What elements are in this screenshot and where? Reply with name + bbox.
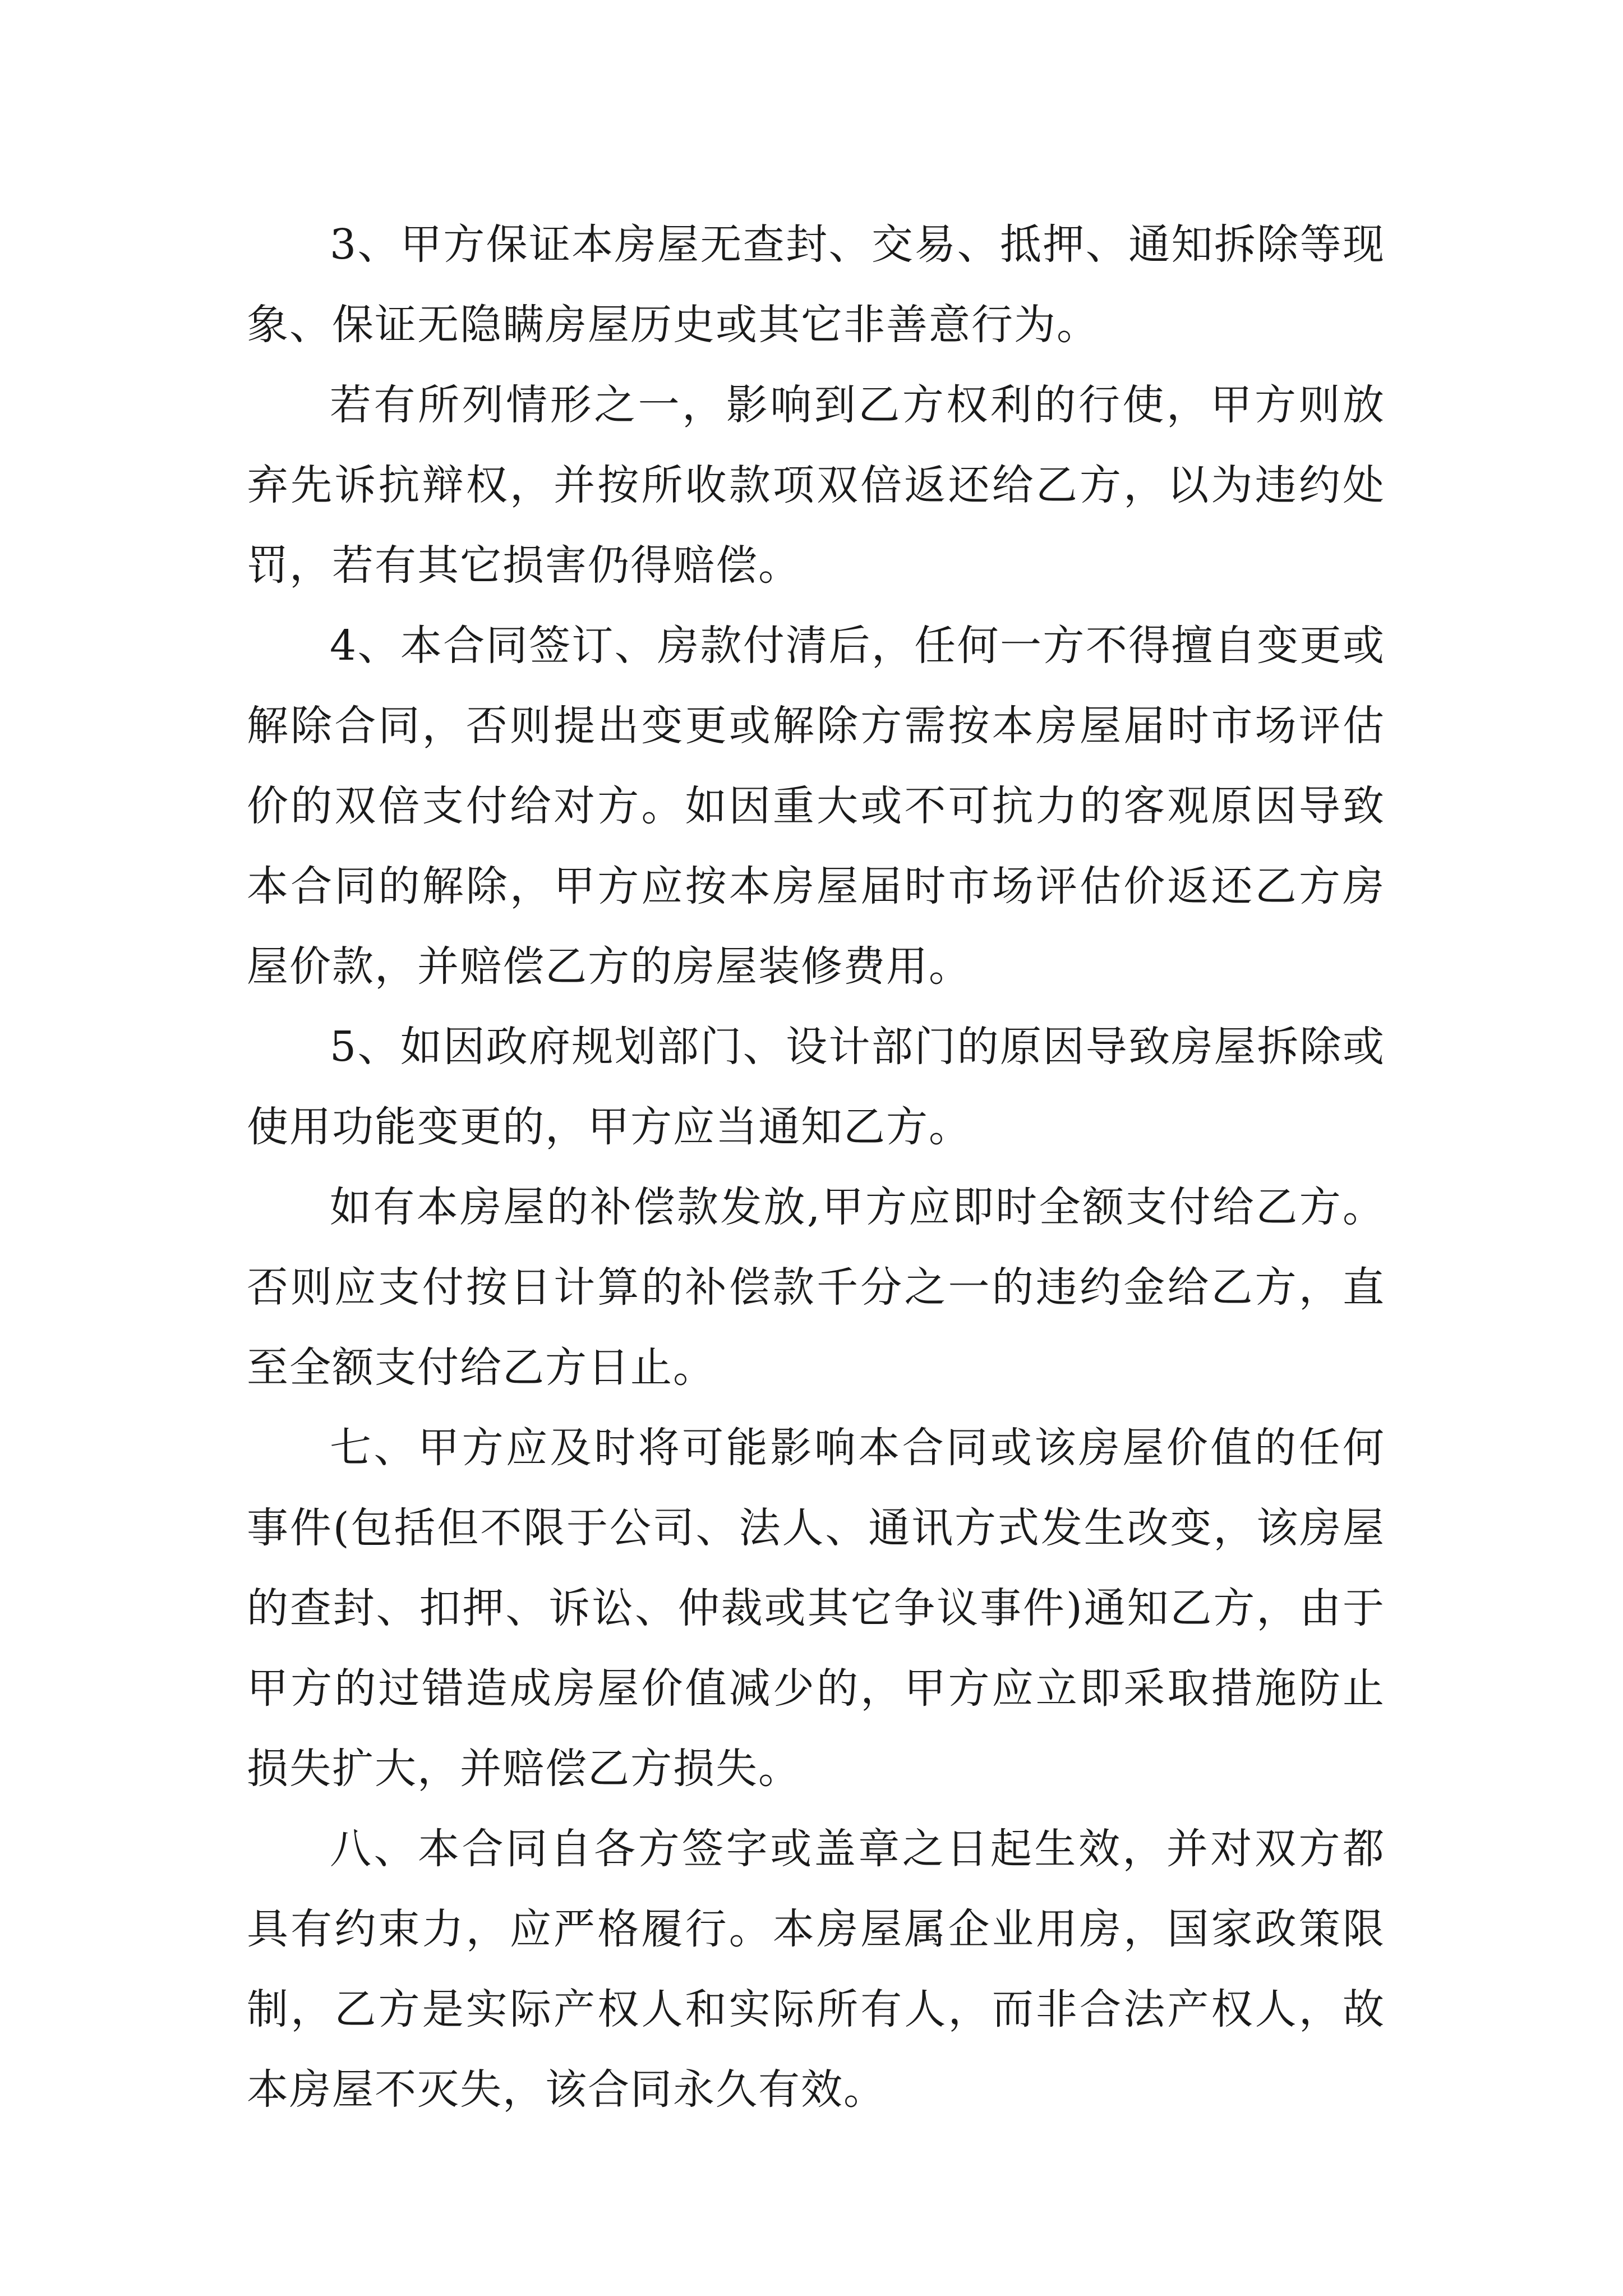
paragraph-breach-penalty: 若有所列情形之一，影响到乙方权利的行使，甲方则放弃先诉抗辩权，并按所收款项双倍返还给乙方，以为违约处罚，若有其它损害仍得赔偿。: [247, 381, 1385, 590]
paragraph-clause-seven: 七、甲方应及时将可能影响本合同或该房屋价值的任何事件(包括但不限于公司、法人、通讯方式发生改变，该房屋的查封、扣押、诉讼、仲裁或其它争议事件)通知乙方，由于甲方的过错造成房屋价值减少的，甲方应立即采取措施防止损失扩大，并赔偿乙方损失。: [247, 1424, 1385, 1793]
paragraph-clause-5: 5、如因政府规划部门、设计部门的原因导致房屋拆除或使用功能变更的，甲方应当通知乙方。: [247, 1023, 1385, 1151]
paragraph-clause-3: 3、甲方保证本房屋无查封、交易、抵押、通知拆除等现象、保证无隐瞒房屋历史或其它非善意行为。: [247, 220, 1385, 349]
paragraph-clause-eight: 八、本合同自各方签字或盖章之日起生效，并对双方都具有约束力，应严格履行。本房屋属企业用房，国家政策限制，乙方是实际产权人和实际所有人，而非合法产权人，故本房屋不灭失，该合同永久有效。: [247, 1825, 1385, 2114]
paragraph-clause-4: 4、本合同签订、房款付清后，任何一方不得擅自变更或解除合同，否则提出变更或解除方需按本房屋届时市场评估价的双倍支付给对方。如因重大或不可抗力的客观原因导致本合同的解除，甲方应按本房屋届时市场评估价返还乙方房屋价款，并赔偿乙方的房屋装修费用。: [247, 622, 1385, 991]
paragraph-compensation: 如有本房屋的补偿款发放,甲方应即时全额支付给乙方。否则应支付按日计算的补偿款千分之一的违约金给乙方，直至全额支付给乙方日止。: [247, 1183, 1385, 1392]
contract-body: [247, 205, 1385, 2130]
